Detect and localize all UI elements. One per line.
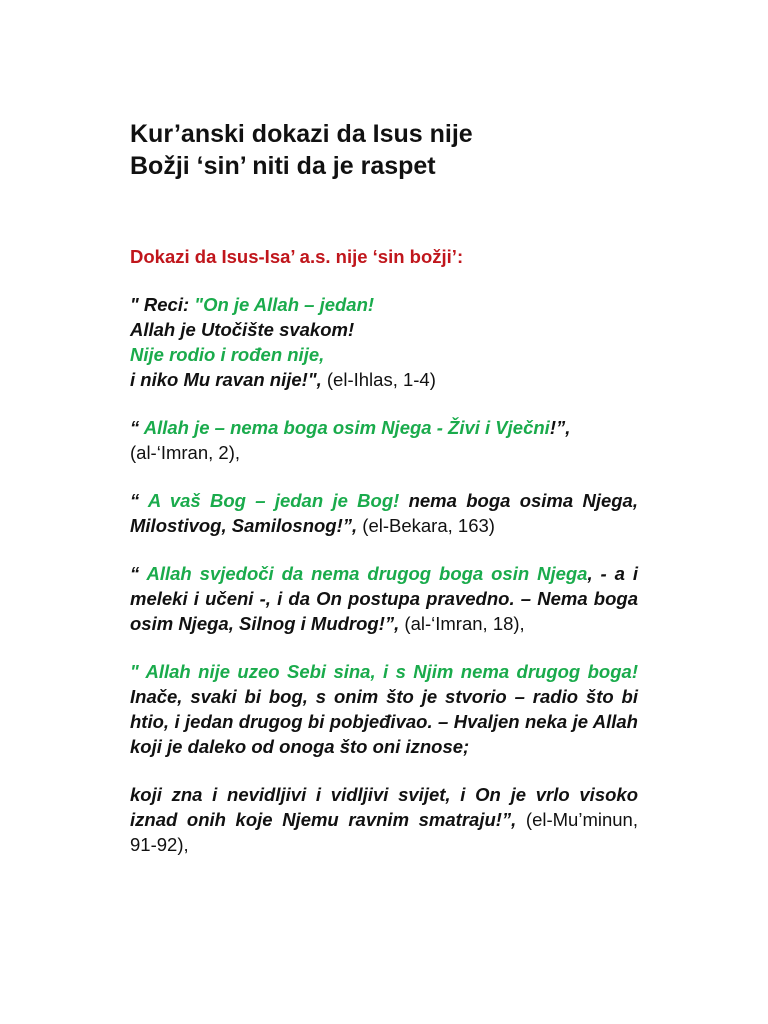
quote-ihlas-open: " Reci: (130, 294, 195, 315)
quote-imran-18-open: “ (130, 563, 147, 584)
quote-imran-18 (130, 561, 638, 636)
quote-imran-18-green: Allah svjedoči da nema drugog boga osin Njega (146, 563, 588, 584)
title-line-2: Božji ‘sin’ niti da je raspet (130, 152, 436, 180)
title-line-1: Kur’anski dokazi da Isus nije (130, 120, 473, 148)
quote-imran-2-open: “ (130, 417, 144, 438)
quote-ihlas-line-d: i niko Mu ravan nije!", (130, 369, 322, 390)
quote-imran-2-close: !”, (549, 417, 571, 438)
quote-muminun-reference: (el-Mu’minun, 91-92), (130, 809, 638, 855)
quote-bekara-green: A vaš Bog – jedan je Bog! (147, 490, 400, 511)
quote-ihlas-line-a: "On je Allah – jedan! (194, 294, 375, 315)
document-page (130, 118, 638, 857)
quote-muminun-91-dark: Inače, svaki bi bog, s onim što je stvorio – radio što bi htio, i jedan drugog bi pobjeđivao. – Hvaljen neka je Allah koji je daleko od onoga što oni iznose; (130, 686, 638, 757)
quote-muminun-91-green: " Allah nije uzeo Sebi sina, i s Njim nema drugog boga! (130, 661, 638, 682)
quote-imran-18-reference: (al-‘Imran, 18), (399, 613, 525, 634)
document-title (130, 118, 638, 182)
quote-ihlas-line-b: Allah je Utočište svakom! (130, 319, 355, 340)
quote-ihlas-line-c: Nije rodio i rođen nije, (130, 344, 325, 365)
quote-bekara-open: “ (130, 490, 148, 511)
section-heading: Dokazi da Isus-Isa’ a.s. nije ‘sin božji’: (130, 246, 464, 267)
quote-bekara (130, 488, 638, 538)
quote-bekara-dark: nema boga osima Njega, Milostivog, Samilosnog!”, (130, 490, 638, 536)
quote-muminun-92 (130, 782, 638, 857)
quote-imran-2-reference: (al-‘Imran, 2), (130, 442, 240, 463)
quote-muminun-91 (130, 659, 638, 759)
quote-imran-2 (130, 415, 638, 465)
quote-imran-2-green: Allah je – nema boga osim Njega - Živi i Vječni (143, 417, 550, 438)
quote-ihlas-reference: (el-Ihlas, 1-4) (321, 369, 436, 390)
quote-bekara-reference: (el-Bekara, 163) (357, 515, 495, 536)
quote-imran-18-dark: , - a i meleki i učeni -, i da On postupa pravedno. – Nema boga osim Njega, Silnog i Mudrog!”, (130, 563, 638, 634)
quote-muminun-92-dark: koji zna i nevidljivi i vidljivi svijet, i On je vrlo visoko iznad onih koje Njemu ravnim smatraju!”, (130, 784, 638, 830)
quote-ihlas (130, 292, 638, 392)
